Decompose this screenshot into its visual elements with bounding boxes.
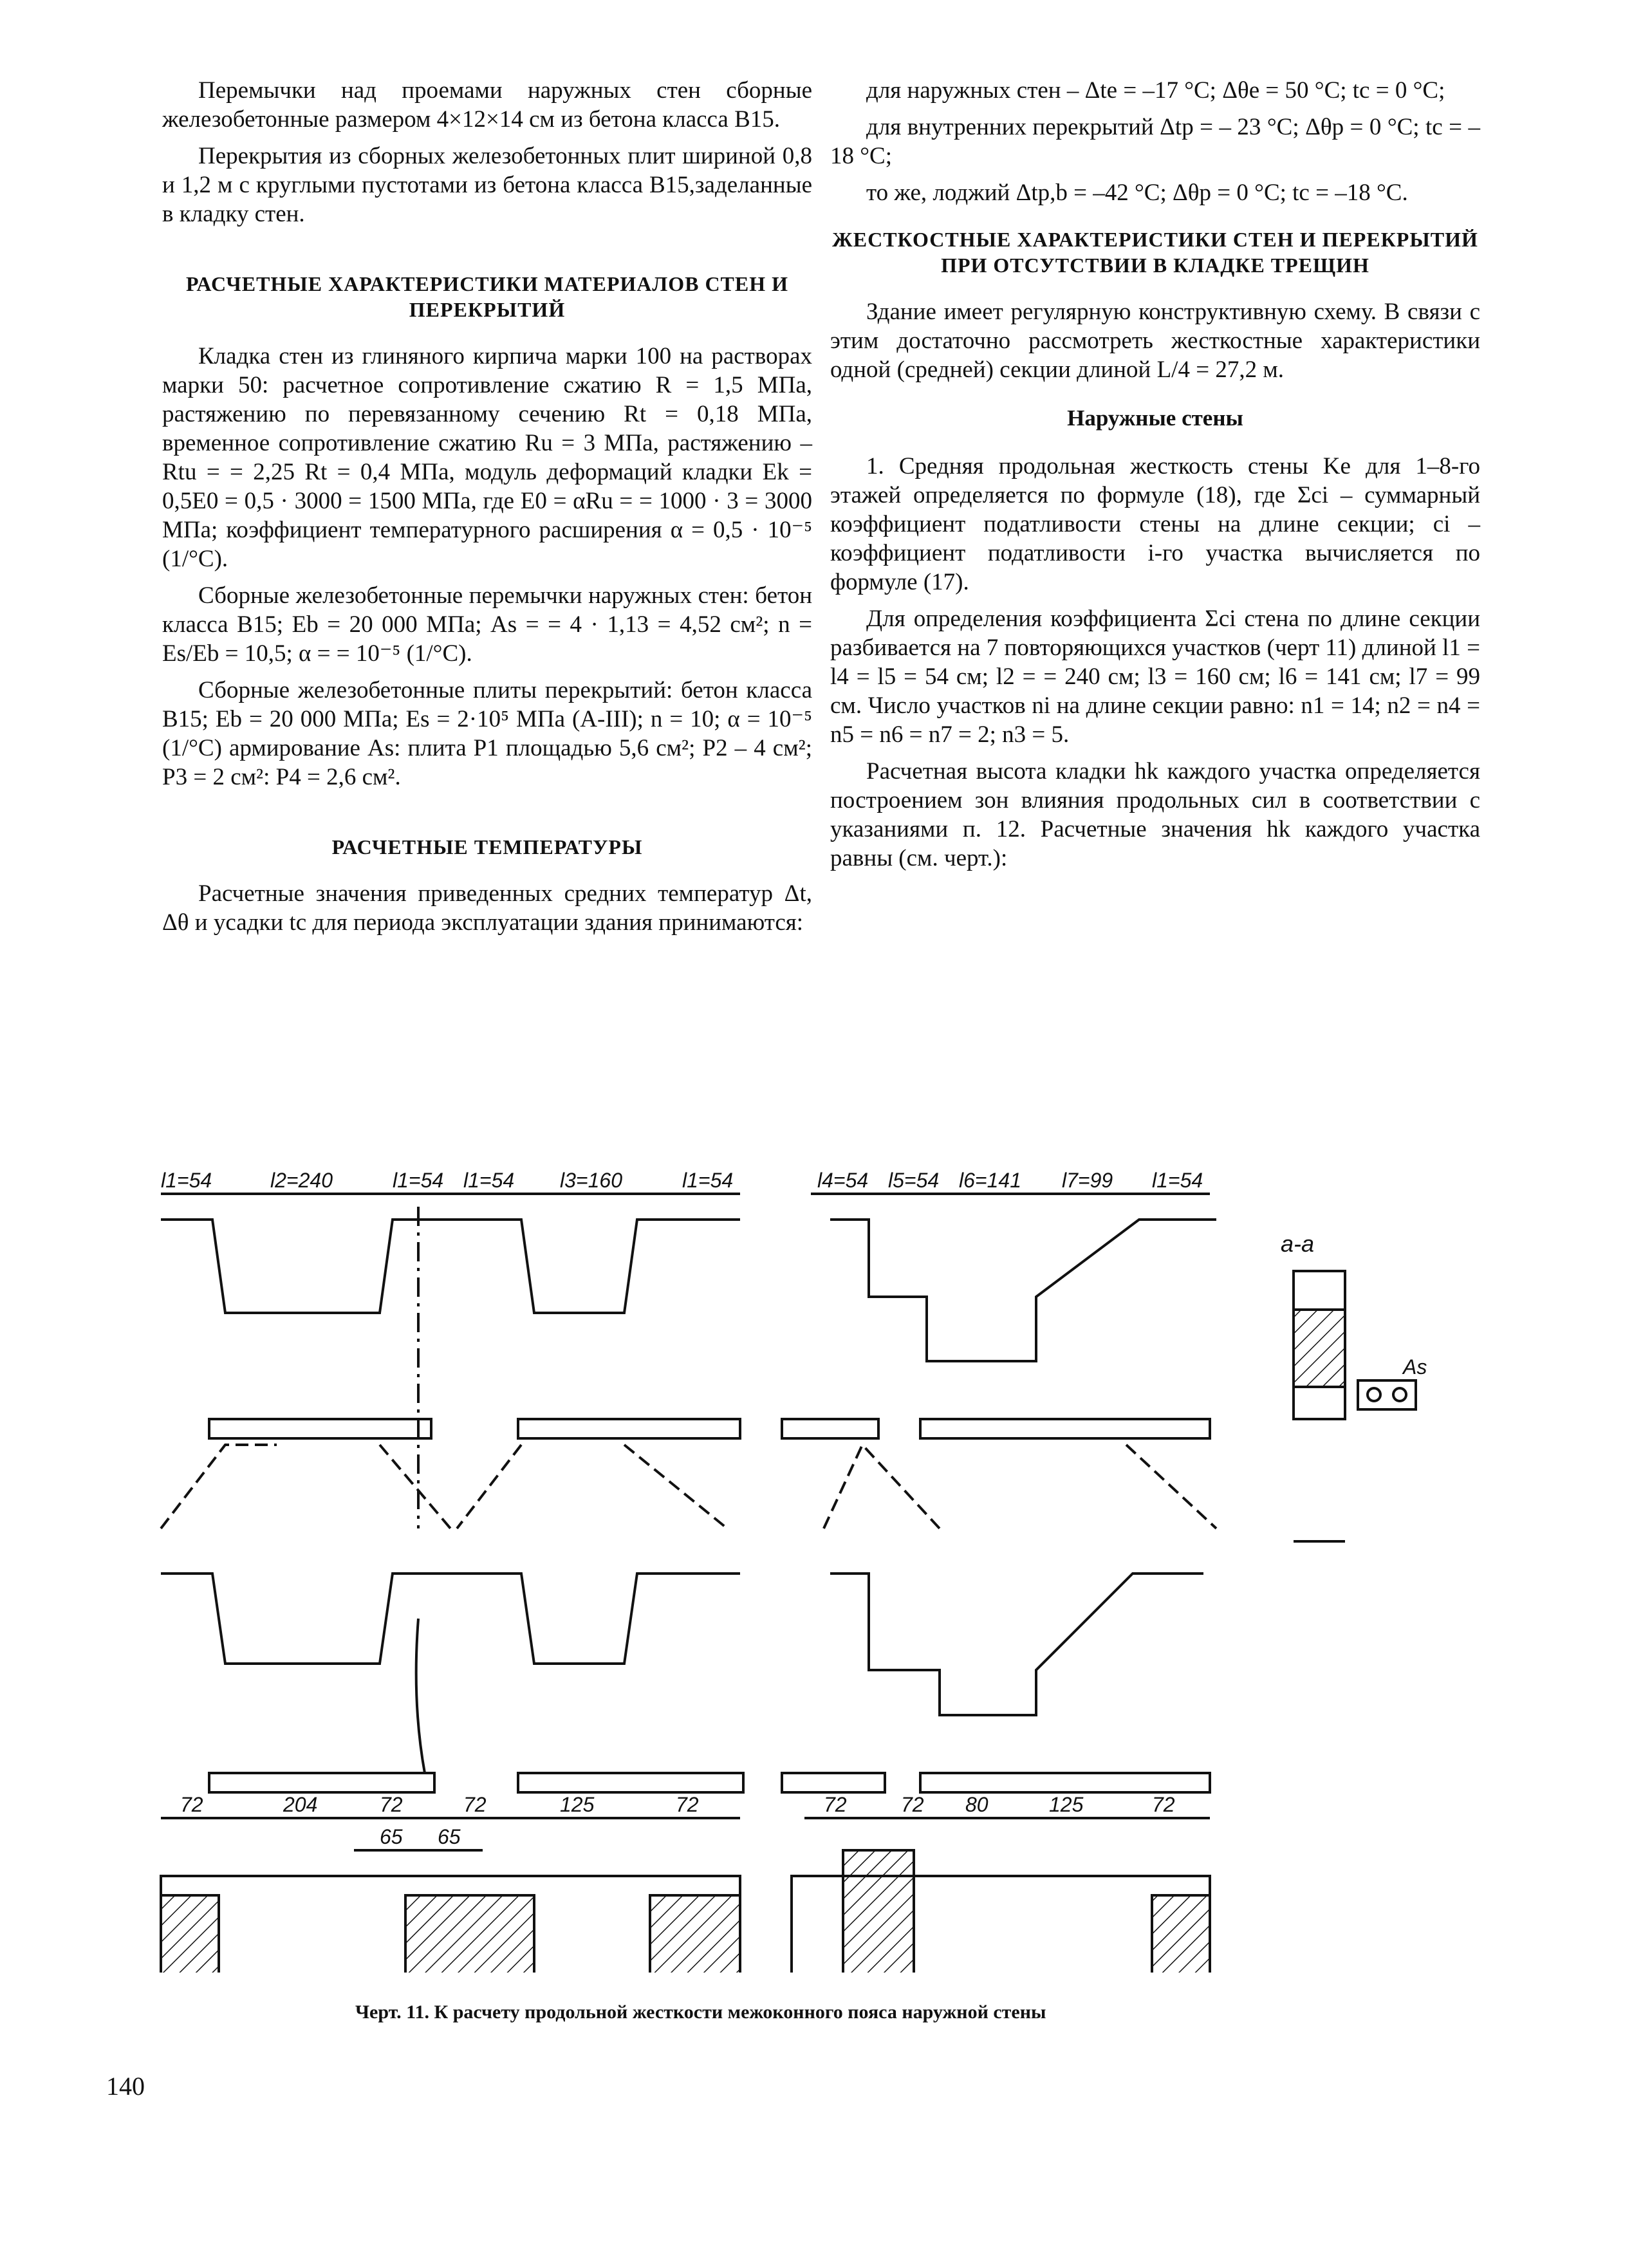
- influence-zone: [380, 1445, 450, 1528]
- paragraph: Сборные железобетонные плиты перекрытий: бетон класса В15; Eb = 20 000 МПа; Es = 2·10⁵ МПа (А-III); n = 10; α = 10⁻⁵ (1/°C) армирование As: плита Р1 площадью 5,6 см²; Р2 – 4 см²; Р3 = 2 см²: Р4 = 2,6 см².: [162, 677, 812, 790]
- section-heading: РАСЧЕТНЫЕ ТЕМПЕРАТУРЫ: [331, 835, 643, 859]
- rebar-label: As: [1403, 1355, 1427, 1379]
- paragraph: Расчетные значения приведенных средних температур Δt, Δθ и усадки tc для периода эксплуатации здания принимаются:: [162, 880, 812, 936]
- plan-hatch: [405, 1895, 534, 1973]
- dim-label: 72: [676, 1793, 699, 1816]
- paragraph: Для определения коэффициента Σci стена по длине секции разбивается на 7 повторяющихся участков (черт 11) длиной l1 = l4 = l5 = 54 см; l2 = = 240 см; l3 = 160 см; l6 = 141 см; l7 = 99 см. Число участков ni на длине секции равно: n1 = 14; n2 = n4 = n5 = n6 = n7 = 2; n3 = 5.: [830, 606, 1480, 748]
- drawing-labels: [161, 1169, 1427, 1848]
- dim-label: 65: [380, 1825, 403, 1848]
- dim-label: l4=54: [817, 1169, 869, 1192]
- influence-zone: [457, 1445, 521, 1528]
- technical-drawing: [148, 1168, 1487, 1973]
- influence-zone: [1126, 1445, 1216, 1528]
- section-heading: ЖЕСТКОСТНЫЕ ХАРАКТЕРИСТИКИ СТЕН И ПЕРЕКРЫТИЙ ПРИ ОТСУТСТВИИ В КЛАДКЕ ТРЕЩИН: [832, 228, 1478, 277]
- lintel: [518, 1419, 740, 1438]
- dim-label: l1=54: [393, 1169, 444, 1192]
- plan-hatch: [1152, 1895, 1210, 1973]
- section-heading: РАСЧЕТНЫЕ ХАРАКТЕРИСТИКИ МАТЕРИАЛОВ СТЕН И ПЕРЕКРЫТИЙ: [185, 272, 789, 321]
- dim-label: l2=240: [270, 1169, 333, 1192]
- page-number: 140: [106, 2072, 145, 2101]
- plan-hatch: [650, 1895, 740, 1973]
- influence-zone: [824, 1445, 940, 1528]
- paragraph: Кладка стен из глиняного кирпича марки 100 на растворах марки 50: расчетное сопротивление сжатию R = 1,5 МПа, растяжению по перевязанному сечению Rt = 0,18 МПа, временное сопротивление сжатию Ru = 3 МПа, растяжению – Rtu = = 2,25 Rt = 0,4 МПа, модуль деформаций кладки Ek = 0,5E0 = 0,5 · 3000 = 1500 МПа, где E0 = αRu = = 1000 · 3 = 3000 МПа; коэффициент температурного расширения α = 0,5 · 10⁻⁵ (1/°C).: [162, 343, 812, 572]
- right-column: [830, 76, 1480, 880]
- subsection-heading: Наружные стены: [1067, 405, 1243, 431]
- wall-outline: [161, 1220, 740, 1313]
- lintel: [782, 1773, 885, 1792]
- lintel: [518, 1773, 743, 1792]
- dim-label: 72: [463, 1793, 487, 1816]
- wall-outline: [830, 1574, 1203, 1715]
- paragraph: Здание имеет регулярную конструктивную схему. В связи с этим достаточно рассмотреть жесткостные характеристики одной (средней) секции длиной L/4 = 27,2 м.: [830, 299, 1480, 383]
- crack-line: [416, 1619, 425, 1773]
- lintel: [782, 1419, 878, 1438]
- influence-zone: [624, 1445, 727, 1528]
- section-label: а-а: [1281, 1231, 1315, 1257]
- paragraph: Перемычки над проемами наружных стен сборные железобетонные размером 4×12×14 см из бетона класса В15.: [162, 77, 812, 133]
- paragraph: Перекрытия из сборных железобетонных плит шириной 0,8 и 1,2 м с круглыми пустотами из бетона класса В15,заделанные в кладку стен.: [162, 143, 812, 227]
- left-column: [162, 76, 812, 945]
- paragraph: Сборные железобетонные перемычки наружных стен: бетон класса В15; Eb = 20 000 МПа; As = = 4 · 1,13 = 4,52 см²; n = Es/Eb = 10,5; α = = 10⁻⁵ (1/°C).: [162, 582, 812, 667]
- dim-label: 72: [380, 1793, 403, 1816]
- plan-hatch: [161, 1895, 219, 1973]
- wall-outline: [830, 1220, 1216, 1361]
- paragraph: Расчетная высота кладки hk каждого участка определяется построением зон влияния продольных сил в соответствии с указаниями п. 12. Расчетные значения hk каждого участка равны (см. черт.):: [830, 758, 1480, 871]
- lintel: [209, 1419, 431, 1438]
- paragraph: то же, лоджий Δtp,b = –42 °C; Δθp = 0 °C; tc = –18 °C.: [866, 180, 1408, 206]
- lintel: [920, 1419, 1210, 1438]
- dim-label: 125: [560, 1793, 595, 1816]
- wall-outline: [161, 1574, 740, 1664]
- dim-label: l1=54: [161, 1169, 212, 1192]
- dim-label: 72: [180, 1793, 203, 1816]
- dim-label: l3=160: [560, 1169, 622, 1192]
- dim-label: 125: [1049, 1793, 1084, 1816]
- influence-zone: [161, 1445, 277, 1528]
- dim-label: l1=54: [463, 1169, 515, 1192]
- dim-label: 204: [283, 1793, 318, 1816]
- dim-label: l1=54: [1152, 1169, 1203, 1192]
- plan-hatch: [843, 1850, 914, 1973]
- dim-label: 72: [824, 1793, 847, 1816]
- section-hatch: [1294, 1310, 1345, 1387]
- rebar-circle: [1393, 1388, 1406, 1401]
- dim-label: 72: [901, 1793, 924, 1816]
- drawing-svg: [148, 1168, 1487, 1973]
- rebar-circle: [1368, 1388, 1380, 1401]
- figure-caption: Черт. 11. К расчету продольной жесткости межоконного пояса наружной стены: [355, 2001, 1046, 2023]
- paragraph: для наружных стен – Δte = –17 °C; Δθe = 50 °C; tc = 0 °C;: [866, 77, 1445, 104]
- dim-label: l5=54: [888, 1169, 940, 1192]
- dim-label: l7=99: [1062, 1169, 1113, 1192]
- dim-label: 80: [965, 1793, 988, 1816]
- drawing-linework: [161, 1194, 1416, 1973]
- lintel: [920, 1773, 1210, 1792]
- paragraph: 1. Средняя продольная жесткость стены Ke для 1–8-го этажей определяется по формуле (18), где Σci – суммарный коэффициент податливости стены на длине секции; ci – коэффициент податливости i-го участка вычисляется по формуле (17).: [830, 453, 1480, 595]
- dim-label: l1=54: [682, 1169, 734, 1192]
- lintel: [209, 1773, 434, 1792]
- dim-label: 72: [1152, 1793, 1175, 1816]
- dim-label: 65: [438, 1825, 461, 1848]
- paragraph: для внутренних перекрытий Δtp = – 23 °C; Δθp = 0 °C; tc = –18 °C;: [830, 114, 1480, 169]
- dim-label: l6=141: [959, 1169, 1021, 1192]
